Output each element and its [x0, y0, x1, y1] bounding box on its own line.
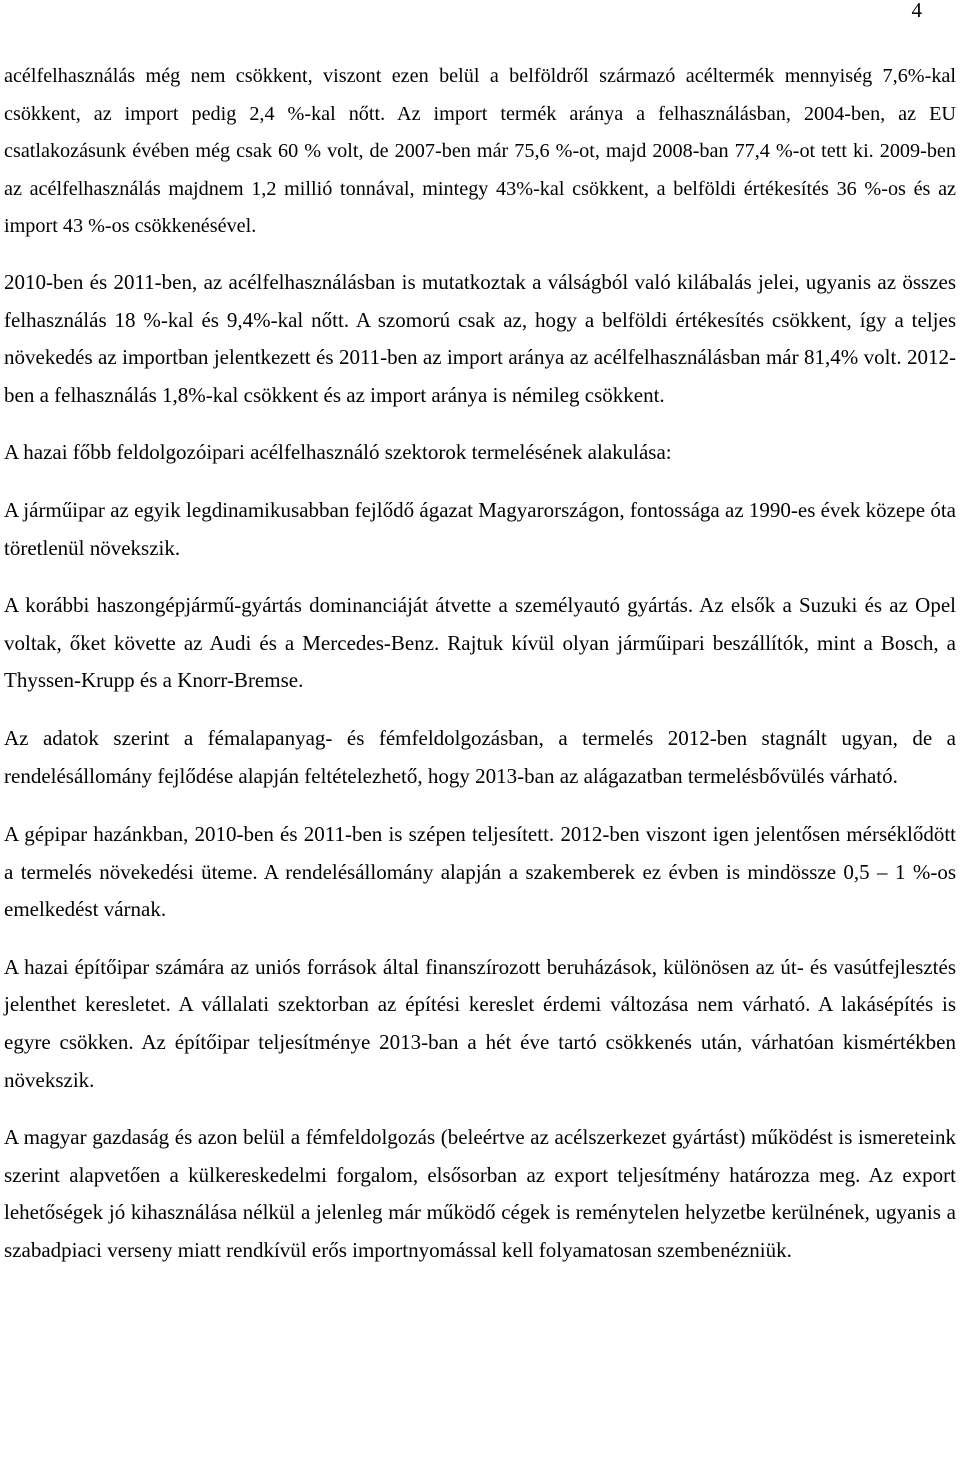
paragraph-2010-2011-recovery: 2010-ben és 2011-ben, az acélfelhasználásban is mutatkoztak a válságból való kilábalás jelei, ugyanis az összes felhasználás 18 %-kal és 9,4%-kal nőtt. A szomorú csak az, hogy a belföldi értékesítés csökkent, így a teljes növekedés az importban jelentkezett és 2011-ben az import aránya az acélfelhasználásban már 81,4% volt. 2012-ben a felhasználás 1,8%-kal csökkent és az import aránya is némileg csökkent. [4, 269, 956, 407]
paragraph-export-economy: A magyar gazdaság és azon belül a fémfeldolgozás (beleértve az acélszerkezet gyártást) működést is ismereteink szerint alapvetően a külkereskedelmi forgalom, elsősorban az export teljesítmény határozza meg. Az export lehetőségek jó kihasználása nélkül a jelenleg már működő cégek is reménytelen helyzetbe kerülnének, ugyanis a szabadpiaci verseny miatt rendkívül erős importnyomással kell folyamatosan szembenézniük. [4, 1125, 956, 1263]
paragraph-car-manufacturing: A korábbi haszongépjármű-gyártás dominanciáját átvette a személyautó gyártás. Az elsők a Suzuki és az Opel voltak, őket követte az Audi és a Mercedes-Benz. Rajtuk kívül olyan járműipari beszállítók, mint a Bosch, a Thyssen-Krupp és a Knorr-Bremse. [4, 593, 956, 693]
paragraph-metal-processing: Az adatok szerint a fémalapanyag- és fémfeldolgozásban, a termelés 2012-ben stagnált ugyan, de a rendelésállomány fejlődése alapján feltételezhető, hogy 2013-ban az alágazatban termelésbővülés várható. [4, 725, 956, 788]
document-body [4, 58, 956, 1290]
paragraph-steel-consumption: acélfelhasználás még nem csökkent, viszont ezen belül a belföldről származó acéltermék mennyiség 7,6%-kal csökkent, az import pedig 2,4 %-kal nőtt. Az import termék aránya a felhasználásban, 2004-ben, az EU csatlakozásunk évében még csak 60 % volt, de 2007-ben már 75,6 %-ot, majd 2008-ban 77,4 %-ot tett ki. 2009-ben az acélfelhasználás majdnem 1,2 millió tonnával, mintegy 43%-kal csökkent, a belföldi értékesítés 36 %-os és az import 43 %-os csökkenésével. [4, 65, 956, 238]
paragraph-sectors-heading: A hazai főbb feldolgozóipari acélfelhasználó szektorok termelésének alakulása: [4, 440, 672, 465]
paragraph-machine-industry: A gépipar hazánkban, 2010-ben és 2011-ben is szépen teljesített. 2012-ben viszont igen jelentősen mérséklődött a termelés növekedési üteme. A rendelésállomány alapján a szakemberek ez évben is mindössze 0,5 – 1 %-os emelkedést várnak. [4, 822, 956, 922]
paragraph-construction: A hazai építőipar számára az uniós források által finanszírozott beruházások, különösen az út- és vasútfejlesztés jelenthet keresletet. A vállalati szektorban az építési kereslet érdemi változása nem várható. A lakásépítés is egyre csökken. Az építőipar teljesítménye 2013-ban a hét éve tartó csökkenés után, várhatóan kismértékben növekszik. [4, 954, 956, 1092]
paragraph-vehicle-industry: A járműipar az egyik legdinamikusabban fejlődő ágazat Magyarországon, fontossága az 1990-es évek közepe óta töretlenül növekszik. [4, 497, 956, 560]
page-number: 4 [911, 0, 922, 22]
